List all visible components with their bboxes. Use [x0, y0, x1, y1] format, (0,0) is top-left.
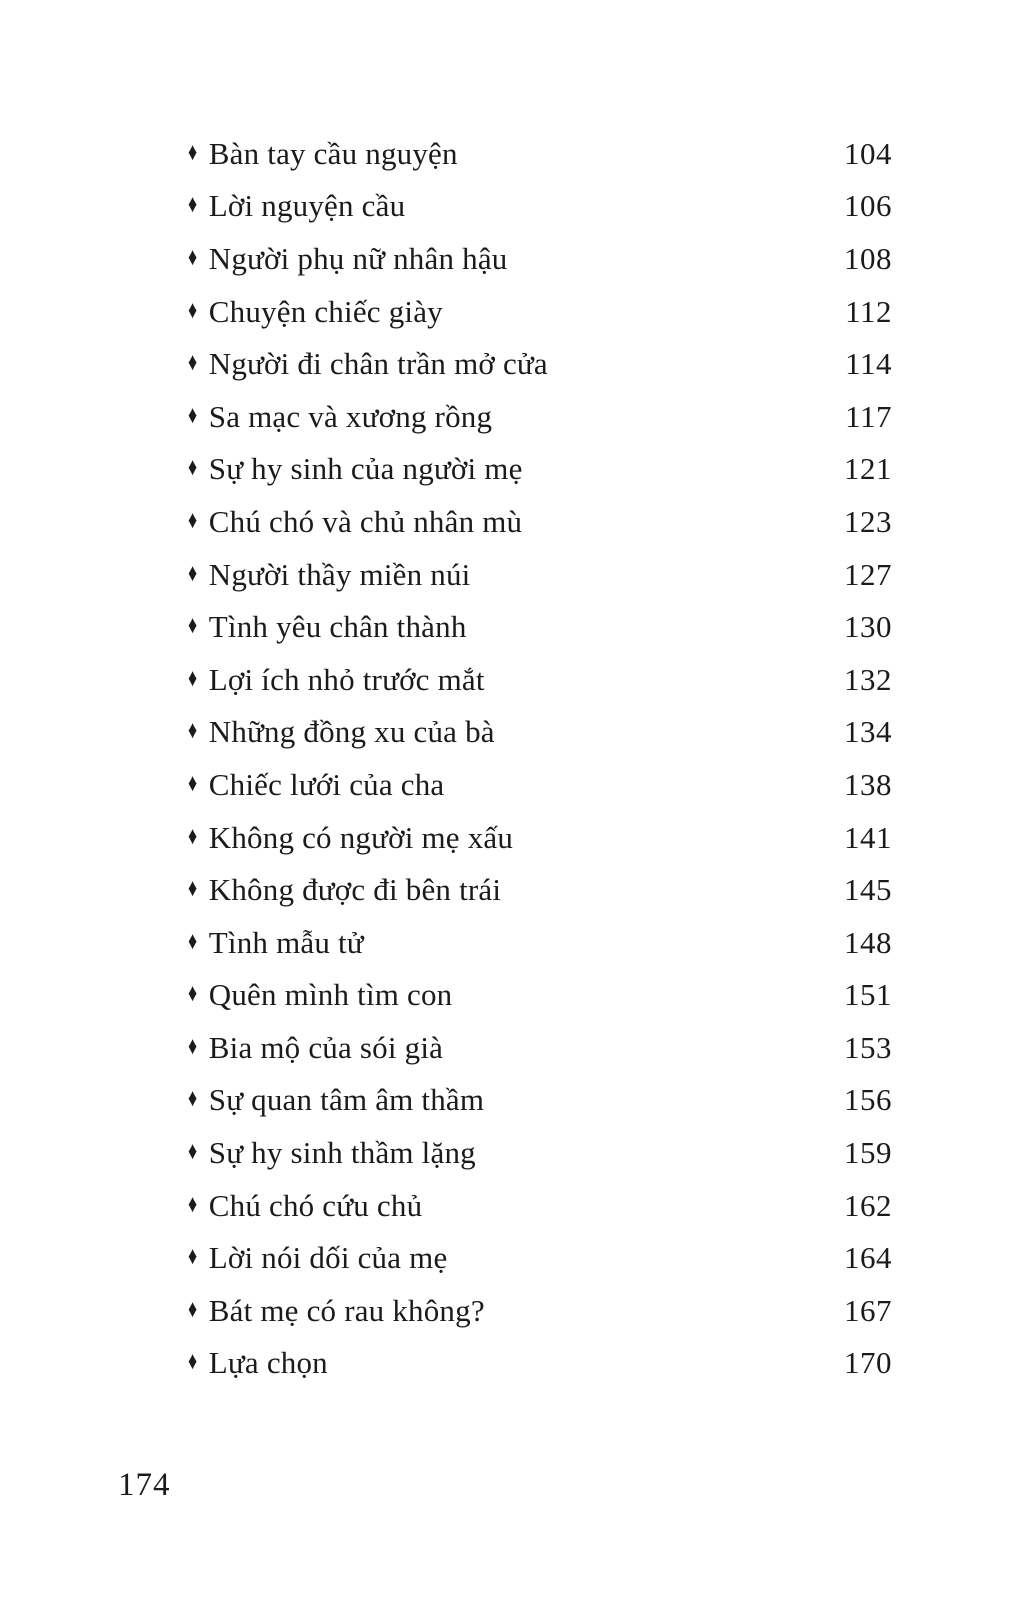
toc-row — [188, 548, 892, 601]
diamond-bullet-icon: ♦ — [188, 559, 198, 587]
toc-item-title: Người thầy miền núi — [208, 556, 471, 592]
toc-item-title: Tình yêu chân thành — [208, 609, 467, 645]
toc-item-page: 132 — [844, 661, 892, 697]
toc-row — [188, 127, 892, 180]
toc-item-title: Lời nói dối của mẹ — [208, 1240, 448, 1276]
toc-row — [188, 706, 892, 759]
toc-item-title: Những đồng xu của bà — [208, 714, 495, 750]
toc-item-page: 167 — [844, 1292, 892, 1328]
toc-item-title: Lựa chọn — [208, 1345, 328, 1381]
diamond-bullet-icon: ♦ — [188, 875, 198, 903]
diamond-bullet-icon: ♦ — [188, 401, 198, 429]
footer-page-number: 174 — [118, 1467, 171, 1503]
toc-item-page: 108 — [844, 240, 892, 276]
toc-item-page: 130 — [844, 609, 892, 645]
diamond-bullet-icon: ♦ — [188, 506, 198, 534]
diamond-bullet-icon: ♦ — [188, 1190, 198, 1218]
toc-item-page: 153 — [844, 1029, 892, 1065]
diamond-bullet-icon: ♦ — [188, 717, 198, 745]
toc-item-page: 148 — [844, 924, 892, 960]
toc-item-title: Chú chó cứu chủ — [208, 1187, 423, 1223]
diamond-bullet-icon: ♦ — [188, 1032, 198, 1060]
toc-item-title: Lời nguyện cầu — [208, 188, 406, 224]
toc-row — [188, 758, 892, 811]
toc-list — [188, 127, 892, 1389]
toc-item-title: Lợi ích nhỏ trước mắt — [208, 661, 485, 697]
diamond-bullet-icon: ♦ — [188, 822, 198, 850]
toc-row — [188, 811, 892, 864]
toc-item-page: 127 — [844, 556, 892, 592]
toc-item-title: Không có người mẹ xấu — [208, 819, 514, 855]
toc-item-page: 106 — [844, 188, 892, 224]
toc-row — [188, 916, 892, 969]
toc-row — [188, 600, 892, 653]
toc-item-title: Bát mẹ có rau không? — [208, 1292, 485, 1328]
diamond-bullet-icon: ♦ — [188, 1138, 198, 1166]
toc-item-title: Chiếc lưới của cha — [208, 766, 445, 802]
toc-item-page: 121 — [844, 451, 892, 487]
toc-row — [188, 1231, 892, 1284]
toc-row — [188, 969, 892, 1022]
toc-row — [188, 1126, 892, 1179]
diamond-bullet-icon: ♦ — [188, 454, 198, 482]
diamond-bullet-icon: ♦ — [188, 1348, 198, 1376]
diamond-bullet-icon: ♦ — [188, 138, 198, 166]
toc-item-page: 141 — [844, 819, 892, 855]
diamond-bullet-icon: ♦ — [188, 243, 198, 271]
toc-item-page: 159 — [844, 1135, 892, 1171]
toc-item-title: Người đi chân trần mở cửa — [208, 346, 548, 382]
toc-item-title: Chuyện chiếc giày — [208, 293, 443, 329]
toc-row — [188, 337, 892, 390]
diamond-bullet-icon: ♦ — [188, 1295, 198, 1323]
toc-item-page: 170 — [844, 1345, 892, 1381]
diamond-bullet-icon: ♦ — [188, 927, 198, 955]
toc-row — [188, 443, 892, 496]
toc-item-page: 134 — [844, 714, 892, 750]
diamond-bullet-icon: ♦ — [188, 349, 198, 377]
toc-row — [188, 1021, 892, 1074]
toc-row — [188, 863, 892, 916]
toc-row — [188, 285, 892, 338]
toc-item-page: 117 — [845, 398, 892, 434]
toc-item-page: 145 — [844, 872, 892, 908]
toc-item-page: 138 — [844, 766, 892, 802]
toc-row — [188, 1179, 892, 1232]
diamond-bullet-icon: ♦ — [188, 1085, 198, 1113]
toc-item-page: 164 — [844, 1240, 892, 1276]
toc-item-title: Người phụ nữ nhân hậu — [208, 240, 508, 276]
toc-item-page: 104 — [844, 135, 892, 171]
toc-item-title: Sự hy sinh của người mẹ — [208, 451, 523, 487]
toc-row — [188, 390, 892, 443]
diamond-bullet-icon: ♦ — [188, 769, 198, 797]
diamond-bullet-icon: ♦ — [188, 296, 198, 324]
toc-item-title: Sa mạc và xương rồng — [208, 398, 493, 434]
toc-row — [188, 653, 892, 706]
toc-row — [188, 180, 892, 233]
toc-item-title: Không được đi bên trái — [208, 872, 502, 908]
diamond-bullet-icon: ♦ — [188, 664, 198, 692]
toc-row — [188, 1284, 892, 1337]
toc-item-page: 114 — [845, 346, 892, 382]
toc-item-title: Sự quan tâm âm thầm — [208, 1082, 485, 1118]
diamond-bullet-icon: ♦ — [188, 191, 198, 219]
diamond-bullet-icon: ♦ — [188, 1243, 198, 1271]
diamond-bullet-icon: ♦ — [188, 980, 198, 1008]
toc-row — [188, 1337, 892, 1390]
toc-item-page: 162 — [844, 1187, 892, 1223]
toc-item-title: Bia mộ của sói già — [208, 1029, 444, 1065]
toc-row — [188, 495, 892, 548]
diamond-bullet-icon: ♦ — [188, 612, 198, 640]
toc-item-page: 151 — [844, 977, 892, 1013]
toc-item-page: 112 — [845, 293, 892, 329]
toc-item-page: 123 — [844, 503, 892, 539]
toc-item-page: 156 — [844, 1082, 892, 1118]
toc-item-title: Tình mẫu tử — [208, 924, 364, 960]
toc-item-title: Quên mình tìm con — [208, 977, 453, 1013]
toc-item-title: Bàn tay cầu nguyện — [208, 135, 458, 171]
toc-row — [188, 1074, 892, 1127]
toc-item-title: Sự hy sinh thầm lặng — [208, 1135, 476, 1171]
toc-item-title: Chú chó và chủ nhân mù — [208, 503, 523, 539]
toc-row — [188, 232, 892, 285]
